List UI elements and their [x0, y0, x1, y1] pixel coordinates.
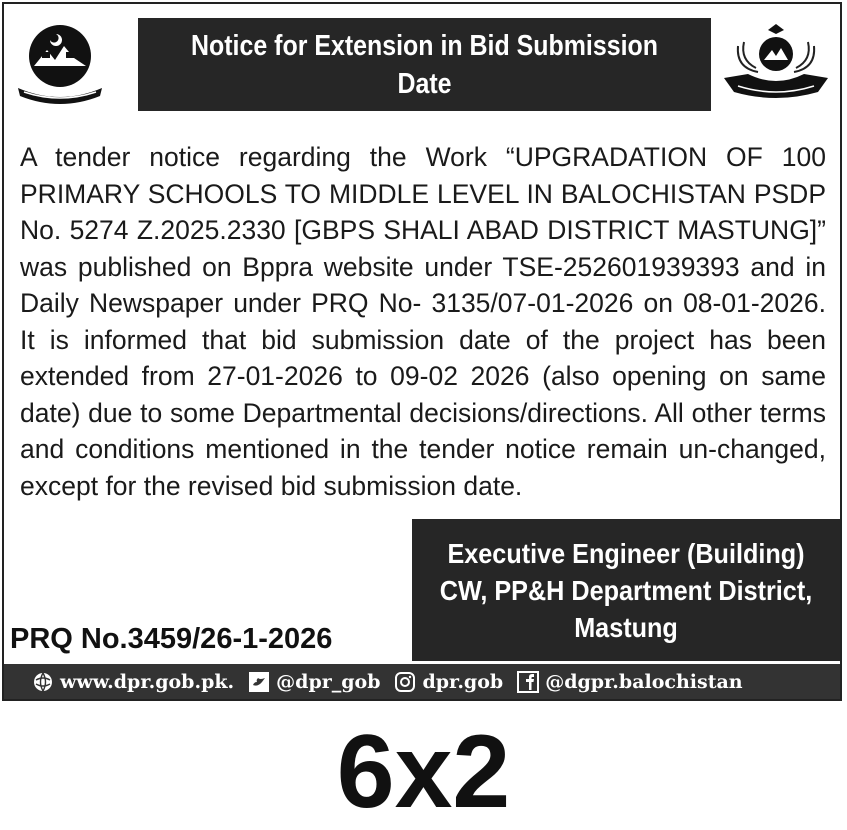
website-link[interactable]: www.dpr.gob.pk. [60, 670, 235, 693]
notice-title-box [138, 18, 711, 111]
signatory-box [412, 519, 840, 661]
globe-icon [32, 671, 54, 693]
ad-size-label: 6x2 [336, 714, 511, 830]
notice-body [20, 139, 826, 504]
footer-website[interactable] [32, 671, 234, 693]
twitter-handle[interactable]: @dpr_gob [276, 670, 381, 693]
notice-title: Notice for Extension in Bid Submission Date [191, 29, 658, 100]
instagram-icon [394, 671, 416, 693]
balochistan-emblem-icon [14, 22, 106, 106]
twitter-icon [248, 671, 270, 693]
footer-bar [4, 664, 840, 699]
dpr-emblem-icon [718, 22, 834, 108]
footer-instagram[interactable] [394, 671, 503, 693]
footer-twitter[interactable] [248, 671, 380, 693]
facebook-icon [517, 671, 539, 693]
facebook-handle[interactable]: @dgpr.balochistan [545, 670, 743, 693]
instagram-handle[interactable]: dpr.gob [422, 670, 504, 693]
signatory-district: Mastung [574, 611, 678, 643]
signatory-designation: Executive Engineer (Building) [447, 537, 805, 569]
prq-number: PRQ No.3459/26-1-2026 [10, 623, 333, 655]
notice-body-text: A tender notice regarding the Work “UPGRADATION OF 100 PRIMARY SCHOOLS TO MIDDLE LEVEL IN BALOCHISTAN PSDP No. 5274 Z.2025.2330 [GBPS SHALI ABAD DISTRICT MASTUNG]” was published on Bppra website under TSE-252601939393 and in Daily Newspaper under PRQ No- 3135/07-01-2026 on 08-01-2026. It is informed that bid submission date of the project has been extended from 27-01-2026 to 09-02 2026 (also opening on same date) due to some Departmental decisions/directions. All other terms and conditions mentioned in the tender notice remain un-changed, except for the revised bid submission date. [20, 142, 826, 501]
signatory-department: CW, PP&H Department District, [439, 574, 813, 606]
footer-facebook[interactable] [517, 671, 742, 693]
